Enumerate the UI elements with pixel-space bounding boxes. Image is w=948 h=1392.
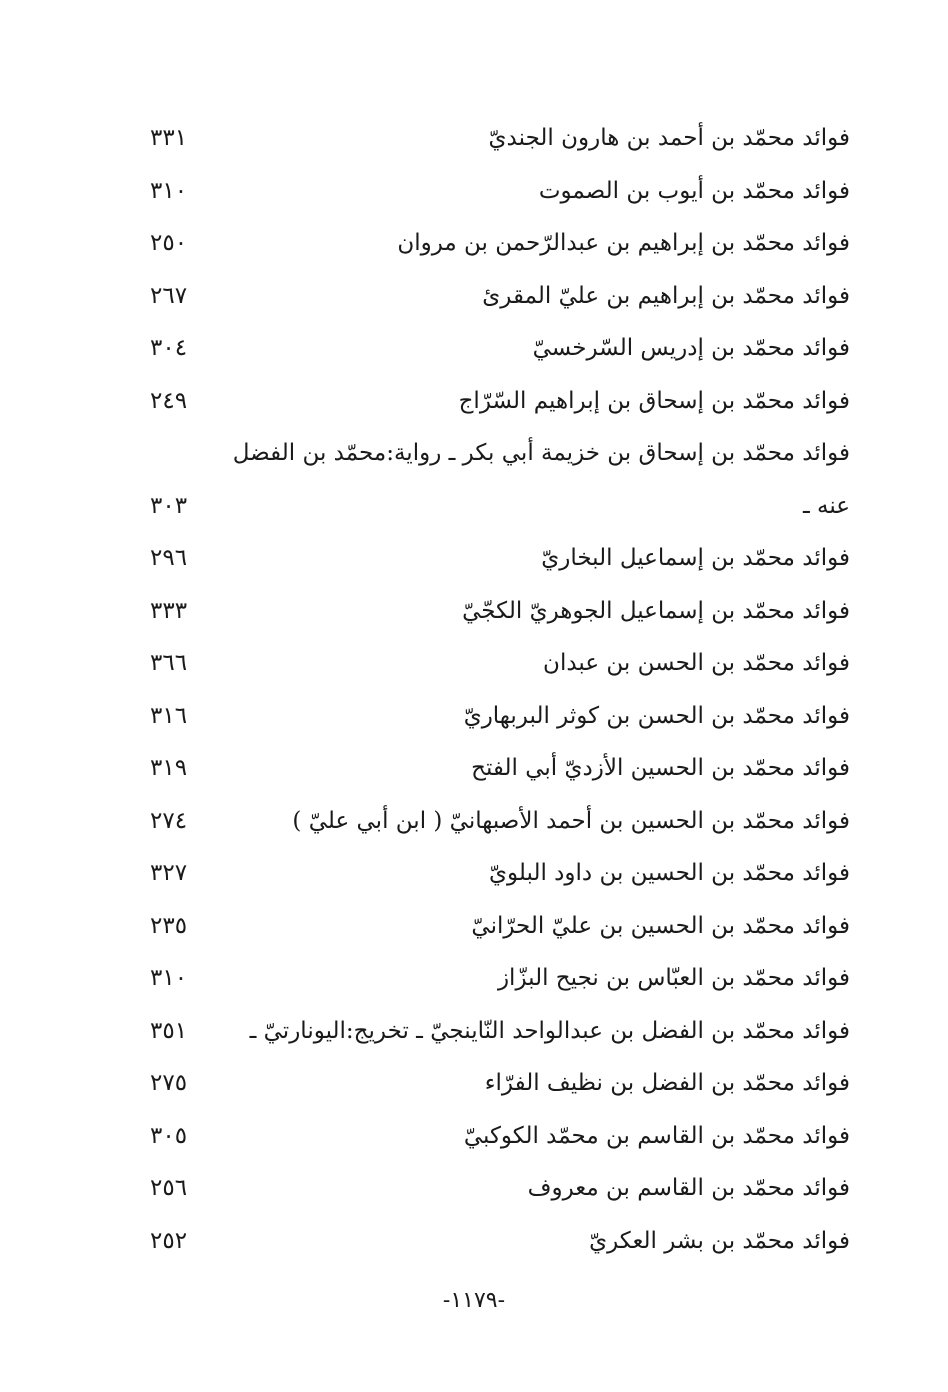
index-entry	[150, 375, 850, 428]
entry-title: فوائد محمّد بن الفضل بن نظيف الفرّاء	[484, 1070, 850, 1096]
entry-title: فوائد محمّد بن الحسين بن أحمد الأصبهانيّ ( ابن أبي عليّ )	[292, 807, 850, 834]
entry-title: فوائد محمّد بن الحسن بن كوثر البربهاريّ	[463, 702, 850, 729]
entry-page: ٣١٩	[150, 755, 188, 781]
index-entry	[150, 165, 850, 218]
entry-title: فوائد محمّد بن إبراهيم بن عليّ المقرئ	[482, 282, 850, 309]
page-number: -١١٧٩-	[442, 1288, 506, 1313]
index-entry	[150, 637, 850, 690]
entry-page: ٣٠٤	[150, 335, 188, 361]
entry-title: فوائد محمّد بن الحسين بن عليّ الحرّانيّ	[471, 912, 850, 939]
entry-page: ٢٥٦	[150, 1175, 188, 1201]
entry-page: ٣٣١	[150, 125, 188, 151]
entry-title: فوائد محمّد بن الفضل بن عبدالواحد النّاينجيّ ـ تخريج:اليونارتيّ ـ	[249, 1017, 850, 1044]
entry-page: ٢٧٤	[150, 807, 188, 834]
index-entry	[150, 847, 850, 900]
entry-title: فوائد محمّد بن القاسم بن معروف	[527, 1175, 850, 1201]
entry-page: ٢٩٦	[150, 545, 188, 571]
index-entry	[150, 270, 850, 323]
entry-title: فوائد محمّد بن بشر العكريّ	[589, 1227, 850, 1254]
entry-page: ٢٧٥	[150, 1070, 188, 1096]
index-entry	[150, 690, 850, 743]
entry-page: ٣٠٥	[150, 1122, 188, 1149]
index-entry	[150, 427, 850, 532]
index-entry	[150, 532, 850, 585]
entry-page: ٢٦٧	[150, 282, 188, 309]
index-entry	[150, 952, 850, 1005]
entry-title: فوائد محمّد بن القاسم بن محمّد الكوكبيّ	[463, 1122, 850, 1149]
entry-title: فوائد محمّد بن أيوب بن الصموت	[538, 177, 850, 204]
entry-title: فوائد محمّد بن العبّاس بن نجيح البزّاز	[497, 965, 850, 991]
entry-title: فوائد محمّد بن الحسين الأزديّ أبي الفتح	[471, 755, 850, 781]
index-entry	[150, 1162, 850, 1215]
entry-title: فوائد محمّد بن إدريس السّرخسيّ	[532, 335, 850, 361]
entry-page: ٣٣٣	[150, 597, 188, 624]
index-entry	[150, 217, 850, 270]
index-entry	[150, 112, 850, 165]
entry-title: فوائد محمّد بن إسحاق بن خزيمة أبي بكر ـ رواية:محمّد بن الفضل عنه ـ	[232, 440, 850, 519]
index-entry	[150, 322, 850, 375]
index-entry	[150, 585, 850, 638]
entry-title: فوائد محمّد بن إبراهيم بن عبدالرّحمن بن مروان	[397, 230, 850, 256]
entry-page: ٣٥١	[150, 1017, 188, 1044]
index-entry	[150, 795, 850, 848]
entry-title: فوائد محمّد بن إسماعيل البخاريّ	[541, 545, 850, 571]
entry-page: ٢٤٩	[150, 387, 188, 414]
entry-title: فوائد محمّد بن الحسين بن داود البلويّ	[489, 860, 850, 886]
index-entry	[150, 1110, 850, 1163]
entry-page: ٢٣٥	[150, 912, 188, 939]
entry-page: ٣١٠	[150, 965, 188, 991]
index-entry	[150, 742, 850, 795]
index-entry	[150, 1215, 850, 1268]
index-entry	[150, 900, 850, 953]
entry-page: ٣٢٧	[150, 860, 188, 886]
index-entry	[150, 1005, 850, 1058]
entry-title: فوائد محمّد بن أحمد بن هارون الجنديّ	[488, 125, 850, 151]
index-entry	[150, 1057, 850, 1110]
entry-page: ٢٥٢	[150, 1227, 188, 1254]
entry-page: ٣١٦	[150, 702, 188, 729]
entry-title: فوائد محمّد بن الحسن بن عبدان	[543, 650, 850, 676]
index-list	[150, 112, 850, 1267]
entry-title: فوائد محمّد بن إسحاق بن إبراهيم السّرّاج	[458, 387, 850, 414]
entry-page: ٣١٠	[150, 177, 188, 204]
entry-title: فوائد محمّد بن إسماعيل الجوهريّ الكجّيّ	[462, 597, 850, 624]
entry-page: ٣٠٣	[150, 492, 188, 519]
entry-page: ٢٥٠	[150, 230, 188, 256]
entry-page: ٣٦٦	[150, 650, 188, 676]
